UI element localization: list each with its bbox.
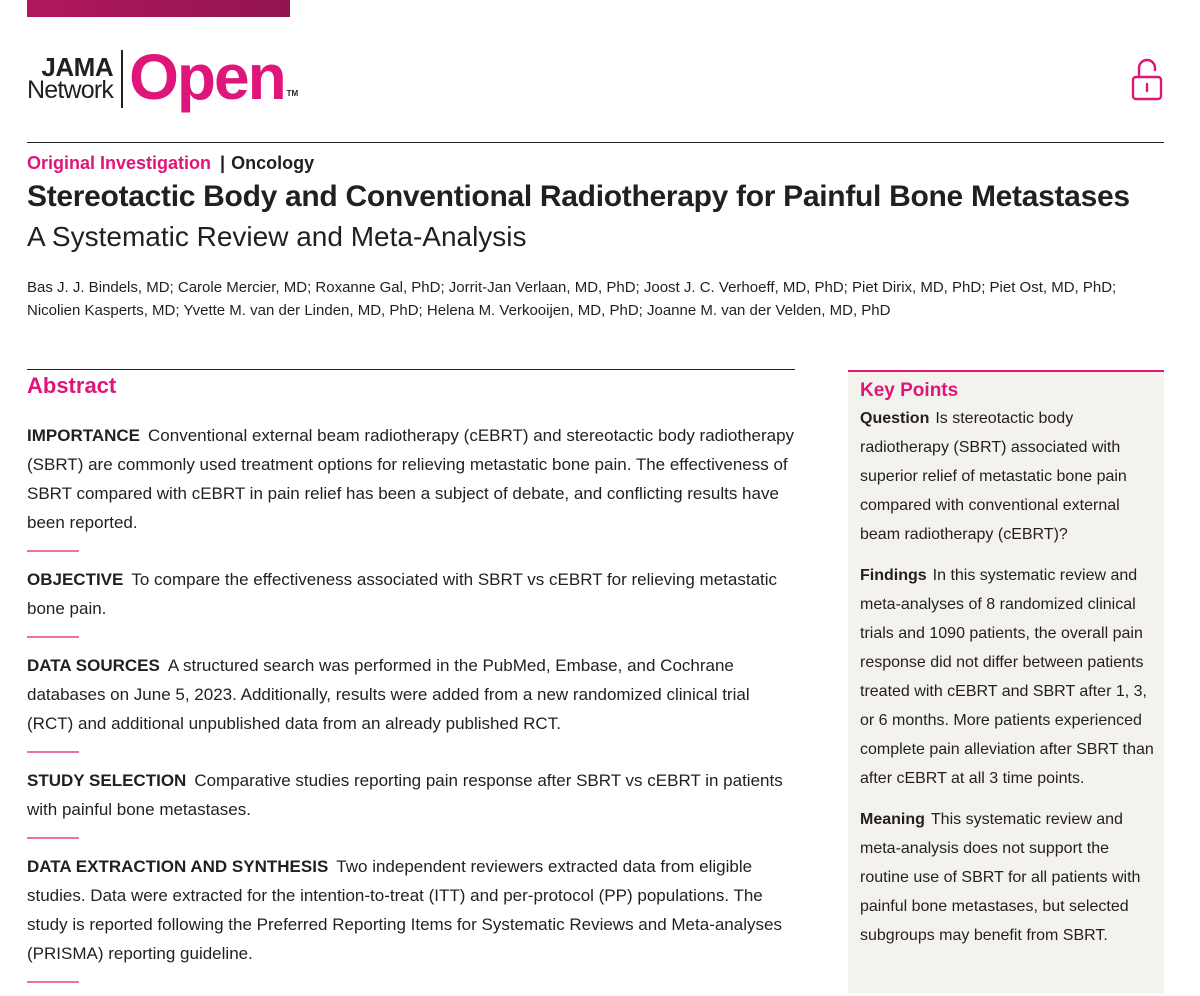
- header-rule: [27, 142, 1164, 143]
- key-point-label: Question: [860, 410, 930, 427]
- key-point-label: Findings: [860, 567, 927, 584]
- key-point-meaning: [860, 805, 1154, 950]
- abstract-section-importance: [27, 421, 799, 537]
- section-divider: [27, 981, 79, 983]
- journal-logo: [27, 41, 299, 113]
- abstract-body: [27, 421, 799, 996]
- key-point-findings: [860, 561, 1154, 793]
- logo-line-network: Network: [27, 76, 114, 105]
- lock-open-icon[interactable]: [1130, 57, 1164, 101]
- section-divider: [27, 751, 79, 753]
- article-subject[interactable]: Oncology: [231, 153, 315, 173]
- abstract-label: DATA EXTRACTION AND SYNTHESIS: [27, 857, 329, 876]
- section-divider: [27, 636, 79, 638]
- key-point-question: [860, 404, 1154, 549]
- logo-jama-network: [27, 52, 114, 105]
- abstract-rule: [27, 369, 795, 370]
- abstract-section-data-extraction: [27, 852, 799, 968]
- key-point-text: In this systematic review and meta-analyses of 8 randomized clinical trials and 1090 patients, the overall pain response did not differ between patients treated with cEBRT and SBRT after 1, 3, or 6 months. More patients experienced complete pain alleviation after SBRT than after cEBRT at all 3 time points.: [860, 567, 1154, 787]
- author-list: Bas J. J. Bindels, MD; Carole Mercier, MD; Roxanne Gal, PhD; Jorrit-Jan Verlaan, MD, PhD; Joost J. C. Verhoeff, MD, PhD; Piet Dirix, MD, PhD; Piet Ost, MD, PhD; Nicolien Kasperts, MD; Yvette M. van der Linden, MD, PhD; Helena M. Verkooijen, MD, PhD; Joanne M. van der Velden, MD, PhD: [27, 279, 1117, 319]
- logo-open-wordmark: Open: [129, 41, 285, 113]
- key-points-box: [848, 370, 1164, 993]
- abstract-label: IMPORTANCE: [27, 426, 141, 445]
- key-point-label: Meaning: [860, 811, 925, 828]
- key-point-text: This systematic review and meta-analysis does not support the routine use of SBRT for all patients with painful bone metastases, but selected subgroups may benefit from SBRT.: [860, 811, 1141, 944]
- article-title: Stereotactic Body and Conventional Radiotherapy for Painful Bone Metastases: [27, 180, 1130, 213]
- abstract-section-study-selection: [27, 766, 799, 824]
- top-color-bar: [27, 0, 290, 17]
- abstract-label: STUDY SELECTION: [27, 771, 187, 790]
- article-type[interactable]: Original Investigation: [27, 153, 212, 173]
- abstract-text: Two independent reviewers extracted data from eligible studies. Data were extracted for the intention-to-treat (ITT) and per-protocol (PP) populations. The study is reported following the Preferred Reporting Items for Systematic Reviews and Meta-analyses (PRISMA) reporting guideline.: [27, 857, 782, 963]
- abstract-heading: Abstract: [27, 373, 117, 398]
- logo-divider: [121, 50, 123, 108]
- abstract-text: To compare the effectiveness associated with SBRT vs cEBRT for relieving metastatic bone pain.: [27, 570, 778, 618]
- abstract-text: Comparative studies reporting pain response after SBRT vs cEBRT in patients with painful bone metastases.: [27, 771, 783, 819]
- logo-trademark: TM: [286, 89, 299, 98]
- abstract-section-objective: [27, 565, 799, 623]
- article-subtitle: A Systematic Review and Meta-Analysis: [27, 221, 527, 252]
- abstract-text: Conventional external beam radiotherapy (cEBRT) and stereotactic body radiotherapy (SBRT) are commonly used treatment options for relieving metastatic bone pain. The effectiveness of SBRT compared with cEBRT in pain relief has been a subject of debate, and conflicting results have been reported.: [27, 426, 795, 532]
- abstract-text: A structured search was performed in the PubMed, Embase, and Cochrane databases on June 5, 2023. Additionally, results were added from a new randomized clinical trial (RCT) and additional unpublished data from an already published RCT.: [27, 656, 750, 733]
- logo-line-jama: JAMA: [41, 52, 114, 83]
- abstract-label: DATA SOURCES: [27, 656, 160, 675]
- abstract-label: OBJECTIVE: [27, 570, 124, 589]
- section-divider: [27, 837, 79, 839]
- abstract-section-data-sources: [27, 651, 799, 738]
- article-type-separator: |: [220, 153, 226, 173]
- article-type-line: [27, 153, 314, 174]
- key-point-text: Is stereotactic body radiotherapy (SBRT) associated with superior relief of metastatic bone pain compared with conventional external beam radiotherapy (cEBRT)?: [860, 410, 1127, 543]
- section-divider: [27, 550, 79, 552]
- key-points-heading: Key Points: [860, 380, 959, 401]
